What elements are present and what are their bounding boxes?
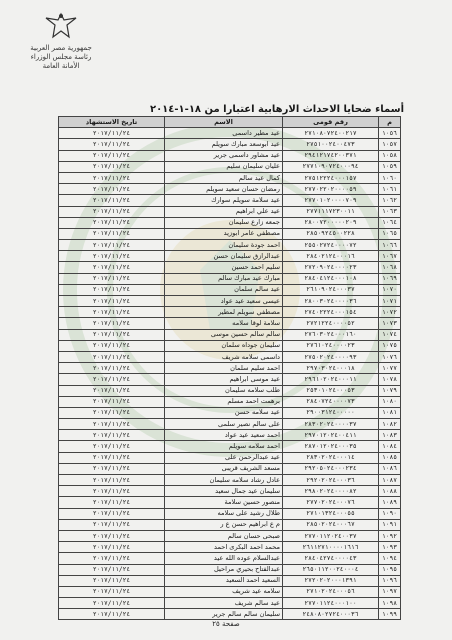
cell-national-id: ٢٤٨٠٨٠٢٧٢٤٠٠٠٣٦ (283, 609, 379, 620)
cell-date: ٢٠١٧/١١/٢٤ (59, 172, 165, 183)
cell-national-id: ٢٧٧٠١١٢٤٠٠٠١٠٠ (283, 598, 379, 609)
table-row (59, 139, 401, 150)
cell-number: ١٠٨٨ (379, 486, 401, 497)
cell-national-id: ٢٨٤٠٢١٢٤٠٠٠١٦ (283, 251, 379, 262)
cell-date: ٢٠١٧/١١/٢٤ (59, 385, 165, 396)
cell-date: ٢٠١٧/١١/٢٤ (59, 542, 165, 553)
cell-national-id: ٢٨٠٠٣٠٢٤٠٠٠٠٣٦ (283, 296, 379, 307)
table-row (59, 419, 401, 430)
cell-number: ١٠٩٤ (379, 553, 401, 564)
table-row (59, 396, 401, 407)
cell-date: ٢٠١٧/١١/٢٤ (59, 463, 165, 474)
table-row (59, 284, 401, 295)
cell-number: ١٠٥٩ (379, 161, 401, 172)
cell-national-id: ٢٩٧٠١٢٠٢٤٠٠٤١١ (283, 430, 379, 441)
cell-name: سلامه عيد شريف (165, 586, 283, 597)
cell-name: عبدالفتاح بحيري مراحيل (165, 564, 283, 575)
cell-national-id: ٢٧٥٠٢٠٢٤٠٠٠٠٩٣ (283, 351, 379, 362)
table-header-row (59, 117, 401, 128)
table-row (59, 296, 401, 307)
cell-number: ١٠٨٠ (379, 396, 401, 407)
table-row (59, 463, 401, 474)
cell-date: ٢٠١٧/١١/٢٤ (59, 598, 165, 609)
table-row (59, 228, 401, 239)
table-row (59, 508, 401, 519)
table-row (59, 363, 401, 374)
cell-name: مصطفي عامر ابوزيد (165, 228, 283, 239)
cell-date: ٢٠١٧/١١/٢٤ (59, 307, 165, 318)
table-row (59, 195, 401, 206)
cell-number: ١٠٧١ (379, 296, 401, 307)
table-row (59, 385, 401, 396)
column-header-name: الاسم (165, 117, 283, 128)
cell-national-id: ٢٧١٠٢٠٢٤٠٠٠٥٦ (283, 586, 379, 597)
cell-name: طلال رشيد على سلامه (165, 508, 283, 519)
cell-number: ١٠٩٣ (379, 542, 401, 553)
cell-national-id: ٢٦١٠٩٠٢٤٠٠٠٣٧ (283, 284, 379, 295)
cell-number: ١٠٦١ (379, 184, 401, 195)
letterhead-cabinet: رئاسة مجلس الوزراء (30, 53, 92, 61)
cell-name: عيد ابوسعد مبارك سويلم (165, 139, 283, 150)
cell-date: ٢٠١٧/١١/٢٤ (59, 407, 165, 418)
cell-name: عبدالسلام عوده الله عيد (165, 553, 283, 564)
cell-number: ١٠٧٧ (379, 363, 401, 374)
cell-date: ٢٠١٧/١١/٢٤ (59, 530, 165, 541)
table-row (59, 318, 401, 329)
cell-name: سليمان عيد جمال سعيد (165, 486, 283, 497)
cell-name: محمد احمد البكرى احمد (165, 542, 283, 553)
cell-national-id: ٢٦١١٢٧١٠٠٠٠١٦١٦ (283, 542, 379, 553)
victims-table (58, 116, 401, 620)
cell-national-id: ٢٧٧٠١٠٢٠٠٠٠٧٠٩ (283, 195, 379, 206)
cell-number: ١٠٦٣ (379, 206, 401, 217)
cell-name: احمد سعيد عيد عواد (165, 430, 283, 441)
table-row (59, 161, 401, 172)
cell-name: عيد سالم سلمان (165, 284, 283, 295)
cell-number: ١٠٧٤ (379, 329, 401, 340)
cell-national-id: ٢٨٥٠٩٢٤٥٠٠٢٢٨ (283, 228, 379, 239)
cell-date: ٢٠١٧/١١/٢٤ (59, 184, 165, 195)
cell-number: ١٠٩٧ (379, 586, 401, 597)
cell-national-id: ٢٩٦١٠٢٠٢٤٠٠٠١١ (283, 374, 379, 385)
cell-name: م ع ابراهيم حسن ع ر (165, 519, 283, 530)
cell-date: ٢٠١٧/١١/٢٤ (59, 564, 165, 575)
table-row (59, 240, 401, 251)
cell-name: صبحى حسان سالم (165, 530, 283, 541)
cell-name: عبدالرازق سليمان حسن (165, 251, 283, 262)
cell-national-id: ٢٥٥٠٢٧٢٤٠٠٠٠٧٢ (283, 240, 379, 251)
table-row (59, 519, 401, 530)
cell-name: على سالم نصير سلمى (165, 419, 283, 430)
cell-name: عيد موسى ابراهيم (165, 374, 283, 385)
eagle-emblem-icon (43, 12, 79, 40)
cell-number: ١٠٦٦ (379, 240, 401, 251)
table-row (59, 172, 401, 183)
table-row (59, 217, 401, 228)
cell-national-id: ٢٨٤٠٧٢٤٠٠٠٠٧٣ (283, 396, 379, 407)
table-row (59, 273, 401, 284)
cell-number: ١٠٧٥ (379, 340, 401, 351)
table-row (59, 609, 401, 620)
cell-number: ١٠٦٢ (379, 195, 401, 206)
cell-number: ١٠٥٨ (379, 150, 401, 161)
cell-name: احمد سلامه سويلم (165, 441, 283, 452)
cell-national-id: ٢٩٠٠٣١٢٤٠٠٠٠٠ (283, 407, 379, 418)
cell-national-id: ٢٨٤٠٤٢٧٤٠٠٠٠٤٣ (283, 553, 379, 564)
page-number: صفحة ٢٥ (212, 620, 240, 628)
cell-name: مبارك عيد مبارك سالم (165, 273, 283, 284)
cell-name: عيد سلامه حسن (165, 407, 283, 418)
cell-name: عيد سالم شريف (165, 598, 283, 609)
cell-name: عيد مشاور داسمى جرير (165, 150, 283, 161)
document-title: أسماء ضحايا الاحداث الارهابية اعتبارا من ١٨-١-٢٠١٤ (149, 104, 404, 115)
cell-name: السعيد احمد السعيد (165, 575, 283, 586)
cell-national-id: ٢٧٧٠٢٠٢٤٠٠٠٧٦ (283, 497, 379, 508)
cell-date: ٢٠١٧/١١/٢٤ (59, 296, 165, 307)
cell-date: ٢٠١٧/١١/٢٤ (59, 340, 165, 351)
cell-date: ٢٠١٧/١١/٢٤ (59, 396, 165, 407)
letterhead-country: جمهورية مصر العربية (30, 44, 92, 52)
cell-national-id: ٢٩٢٠٥٠٢٤٠٠٠٢٣٤ (283, 463, 379, 474)
cell-number: ١٠٥٧ (379, 139, 401, 150)
column-header-number: م (379, 117, 401, 128)
table-row (59, 340, 401, 351)
cell-date: ٢٠١٧/١١/٢٤ (59, 586, 165, 597)
table-row (59, 497, 401, 508)
cell-date: ٢٠١٧/١١/٢٤ (59, 419, 165, 430)
cell-name: عيد عبدالرحمن على (165, 452, 283, 463)
letterhead-secretariat: الأمانة العامة (42, 62, 80, 70)
cell-date: ٢٠١٧/١١/٢٤ (59, 139, 165, 150)
cell-national-id: ٢٧٥١٢٢٢٤٠٠٠١٥٧ (283, 172, 379, 183)
table-row (59, 184, 401, 195)
cell-date: ٢٠١٧/١١/٢٤ (59, 228, 165, 239)
table-row (59, 329, 401, 340)
cell-date: ٢٠١٧/١١/٢٤ (59, 430, 165, 441)
table-row (59, 542, 401, 553)
cell-name: سليمان سالم سالم جرير (165, 609, 283, 620)
cell-national-id: ٢٧١٠٨٠٧٢٤٠٠٢١٧ (283, 128, 379, 139)
cell-date: ٢٠١٧/١١/٢٤ (59, 273, 165, 284)
cell-name: عيد علي ابراهيم (165, 206, 283, 217)
cell-date: ٢٠١٧/١١/٢٤ (59, 251, 165, 262)
cell-number: ١٠٦٠ (379, 172, 401, 183)
cell-national-id: ٢٧٤٠٢٢٢٤٠٠٠١٥٤ (283, 307, 379, 318)
cell-number: ١٠٨١ (379, 407, 401, 418)
cell-date: ٢٠١٧/١١/٢٤ (59, 497, 165, 508)
cell-date: ٢٠١٧/١١/٢٤ (59, 553, 165, 564)
cell-national-id: ٢٨٣٠٢٠٢٤٠٠٠٠٣٧ (283, 419, 379, 430)
cell-number: ١٠٩١ (379, 519, 401, 530)
cell-national-id: ٢٩٧٠٣٠٢٤٠٠٠١٨ (283, 363, 379, 374)
cell-national-id: ٢٩٨٠٢٠٢٤٠٠٠٠٨٢ (283, 486, 379, 497)
cell-national-id: ٢٧٧١١١٧٢٣٠٠١١ (283, 206, 379, 217)
cell-number: ١٠٨٤ (379, 441, 401, 452)
table-row (59, 598, 401, 609)
cell-national-id: ٢٧٦١٠٢٤٠٠٠٠٢٣ (283, 340, 379, 351)
cell-national-id: ٢٧٥١٠٠٢٤٠٠٤٧٣ (283, 139, 379, 150)
cell-date: ٢٠١٧/١١/٢٤ (59, 351, 165, 362)
cell-name: احمد جودة سليمان (165, 240, 283, 251)
cell-national-id: ٢٧١٠١٣٢٤٠٠٠٥٥ (283, 508, 379, 519)
cell-number: ١٠٧٢ (379, 307, 401, 318)
cell-national-id: ٢٧٢١٢٢٤٠٠٠٠٥٢ (283, 318, 379, 329)
table-row (59, 575, 401, 586)
cell-date: ٢٠١٧/١١/٢٤ (59, 475, 165, 486)
table-body (59, 128, 401, 620)
cell-date: ٢٠١٧/١١/٢٤ (59, 150, 165, 161)
cell-national-id: ٢٧٦٠٣٠٢٤٠٠٠١٦٠ (283, 329, 379, 340)
table-row (59, 262, 401, 273)
cell-date: ٢٠١٧/١١/٢٤ (59, 128, 165, 139)
table-row (59, 475, 401, 486)
cell-name: مصطفي سويلم لمطير (165, 307, 283, 318)
table-row (59, 553, 401, 564)
cell-number: ١٠٨٢ (379, 419, 401, 430)
cell-name: سليمان جوداه سلمان (165, 340, 283, 351)
table-row (59, 530, 401, 541)
cell-number: ١٠٦٩ (379, 273, 401, 284)
cell-national-id: ٢٧٧٠٢٢٠٢٠٠٠٠٥٩ (283, 184, 379, 195)
cell-number: ١٠٦٤ (379, 217, 401, 228)
cell-name: طلب سلامه سليمان (165, 385, 283, 396)
table-row (59, 150, 401, 161)
cell-national-id: ٢٧٧١٠٩٠٧٢٤٠٠٠٩٤ (283, 161, 379, 172)
cell-national-id: ٢٨٣٠٢٠٢٤٠٠٠١٤ (283, 452, 379, 463)
cell-date: ٢٠١٧/١١/٢٤ (59, 206, 165, 217)
cell-name: عيد سلامة سويلم سوارك (165, 195, 283, 206)
table-row (59, 430, 401, 441)
table-row (59, 307, 401, 318)
cell-date: ٢٠١٧/١١/٢٤ (59, 452, 165, 463)
cell-name: احمد سليم سلمان (165, 363, 283, 374)
cell-date: ٢٠١٧/١١/٢٤ (59, 240, 165, 251)
table-row (59, 486, 401, 497)
cell-date: ٢٠١٧/١١/٢٤ (59, 508, 165, 519)
cell-national-id: ٢٧٢٠٩٠٢٤٠٠٠٠٢٣ (283, 262, 379, 273)
cell-number: ١٠٩٥ (379, 564, 401, 575)
cell-number: ١٠٨٧ (379, 475, 401, 486)
table-row (59, 407, 401, 418)
cell-number: ١٠٨٣ (379, 430, 401, 441)
cell-number: ١٠٧٣ (379, 318, 401, 329)
cell-date: ٢٠١٧/١١/٢٤ (59, 284, 165, 295)
cell-national-id: ٢٥٣٠١٠٢٤٠٠٠٥٣ (283, 385, 379, 396)
table-row (59, 206, 401, 217)
cell-date: ٢٠١٧/١١/٢٤ (59, 161, 165, 172)
table-row (59, 441, 401, 452)
cell-number: ١٠٨٩ (379, 497, 401, 508)
cell-number: ١٠٧٨ (379, 374, 401, 385)
letterhead (6, 12, 116, 104)
table-row (59, 251, 401, 262)
cell-name: رمضان حسان سعيد سويلم (165, 184, 283, 195)
cell-number: ١٠٧٦ (379, 351, 401, 362)
table-row (59, 564, 401, 575)
table-row (59, 374, 401, 385)
cell-national-id: ٢٩٢٠٢٠٢٤٠٠٠٣٦ (283, 475, 379, 486)
cell-number: ١٠٦٥ (379, 228, 401, 239)
cell-name: عليان سليمان سليم (165, 161, 283, 172)
cell-national-id: ٢٩٤١٢١٧٤٢٠٠٣٧١ (283, 150, 379, 161)
cell-date: ٢٠١٧/١١/٢٤ (59, 519, 165, 530)
cell-number: ١٠٩٩ (379, 609, 401, 620)
cell-date: ٢٠١٧/١١/٢٤ (59, 441, 165, 452)
cell-name: مسعد الشريف قريبى (165, 463, 283, 474)
table-row (59, 452, 401, 463)
cell-name: كمال عيد سالم (165, 172, 283, 183)
cell-date: ٢٠١٧/١١/٢٤ (59, 374, 165, 385)
cell-name: داسمى سلامه شريف (165, 351, 283, 362)
cell-name: سليم احمد حسين (165, 262, 283, 273)
cell-date: ٢٠١٧/١١/٢٤ (59, 262, 165, 273)
cell-national-id: ٢٧٢٠٢٠٢٠٠٠١٣٩١ (283, 575, 379, 586)
cell-national-id: ٢٧٧٠١١٢٠٢٤٠٠٣٧ (283, 530, 379, 541)
cell-name: برهمت احمد مسلم (165, 396, 283, 407)
cell-number: ١٠٩٨ (379, 598, 401, 609)
cell-date: ٢٠١٧/١١/٢٤ (59, 609, 165, 620)
cell-national-id: ٢٦٥٠١١٢٠٠٢٤٠٠٠٤ (283, 564, 379, 575)
table-row (59, 586, 401, 597)
cell-national-id: ٢٨٠٠٧٢٠٠٠٠٠٢٠٩ (283, 217, 379, 228)
cell-number: ١٠٩٠ (379, 508, 401, 519)
cell-number: ١٠٧٩ (379, 385, 401, 396)
table-row (59, 128, 401, 139)
cell-date: ٢٠١٧/١١/٢٤ (59, 217, 165, 228)
cell-name: عيسى سعيد عيد عواد (165, 296, 283, 307)
table-row (59, 351, 401, 362)
cell-date: ٢٠١٧/١١/٢٤ (59, 486, 165, 497)
cell-number: ١٠٦٨ (379, 262, 401, 273)
cell-date: ٢٠١٧/١١/٢٤ (59, 329, 165, 340)
cell-national-id: ٢٨٥٠٢٠٢٤٠٠٠٦٧ (283, 519, 379, 530)
cell-number: ١٠٥٦ (379, 128, 401, 139)
cell-name: منصور حسين سلامة (165, 497, 283, 508)
column-header-national-id: رقم قومى (283, 117, 379, 128)
cell-name: عيد مطير داسمى (165, 128, 283, 139)
cell-national-id: ٢٨٧٠١٢٠٢٤٠٠٠٣٥ (283, 441, 379, 452)
cell-number: ١٠٦٧ (379, 251, 401, 262)
column-header-date: تاريخ الاستشهاد (59, 117, 165, 128)
cell-date: ٢٠١٧/١١/٢٤ (59, 575, 165, 586)
cell-name: عادل رشاد سلامه سليمان (165, 475, 283, 486)
cell-date: ٢٠١٧/١١/٢٤ (59, 363, 165, 374)
cell-national-id: ٢٨٤٠٤١٢٤٠٠٠١٠٨ (283, 273, 379, 284)
cell-name: جمعه زارع سليمان (165, 217, 283, 228)
cell-name: سلامة لوقا سلامه (165, 318, 283, 329)
cell-number: ١٠٩٦ (379, 575, 401, 586)
cell-date: ٢٠١٧/١١/٢٤ (59, 318, 165, 329)
cell-number: ١٠٨٦ (379, 463, 401, 474)
cell-date: ٢٠١٧/١١/٢٤ (59, 195, 165, 206)
cell-number: ١٠٧٠ (379, 284, 401, 295)
cell-number: ١٠٨٥ (379, 452, 401, 463)
cell-number: ١٠٩٢ (379, 530, 401, 541)
cell-name: سالم سالم حسين موسى (165, 329, 283, 340)
